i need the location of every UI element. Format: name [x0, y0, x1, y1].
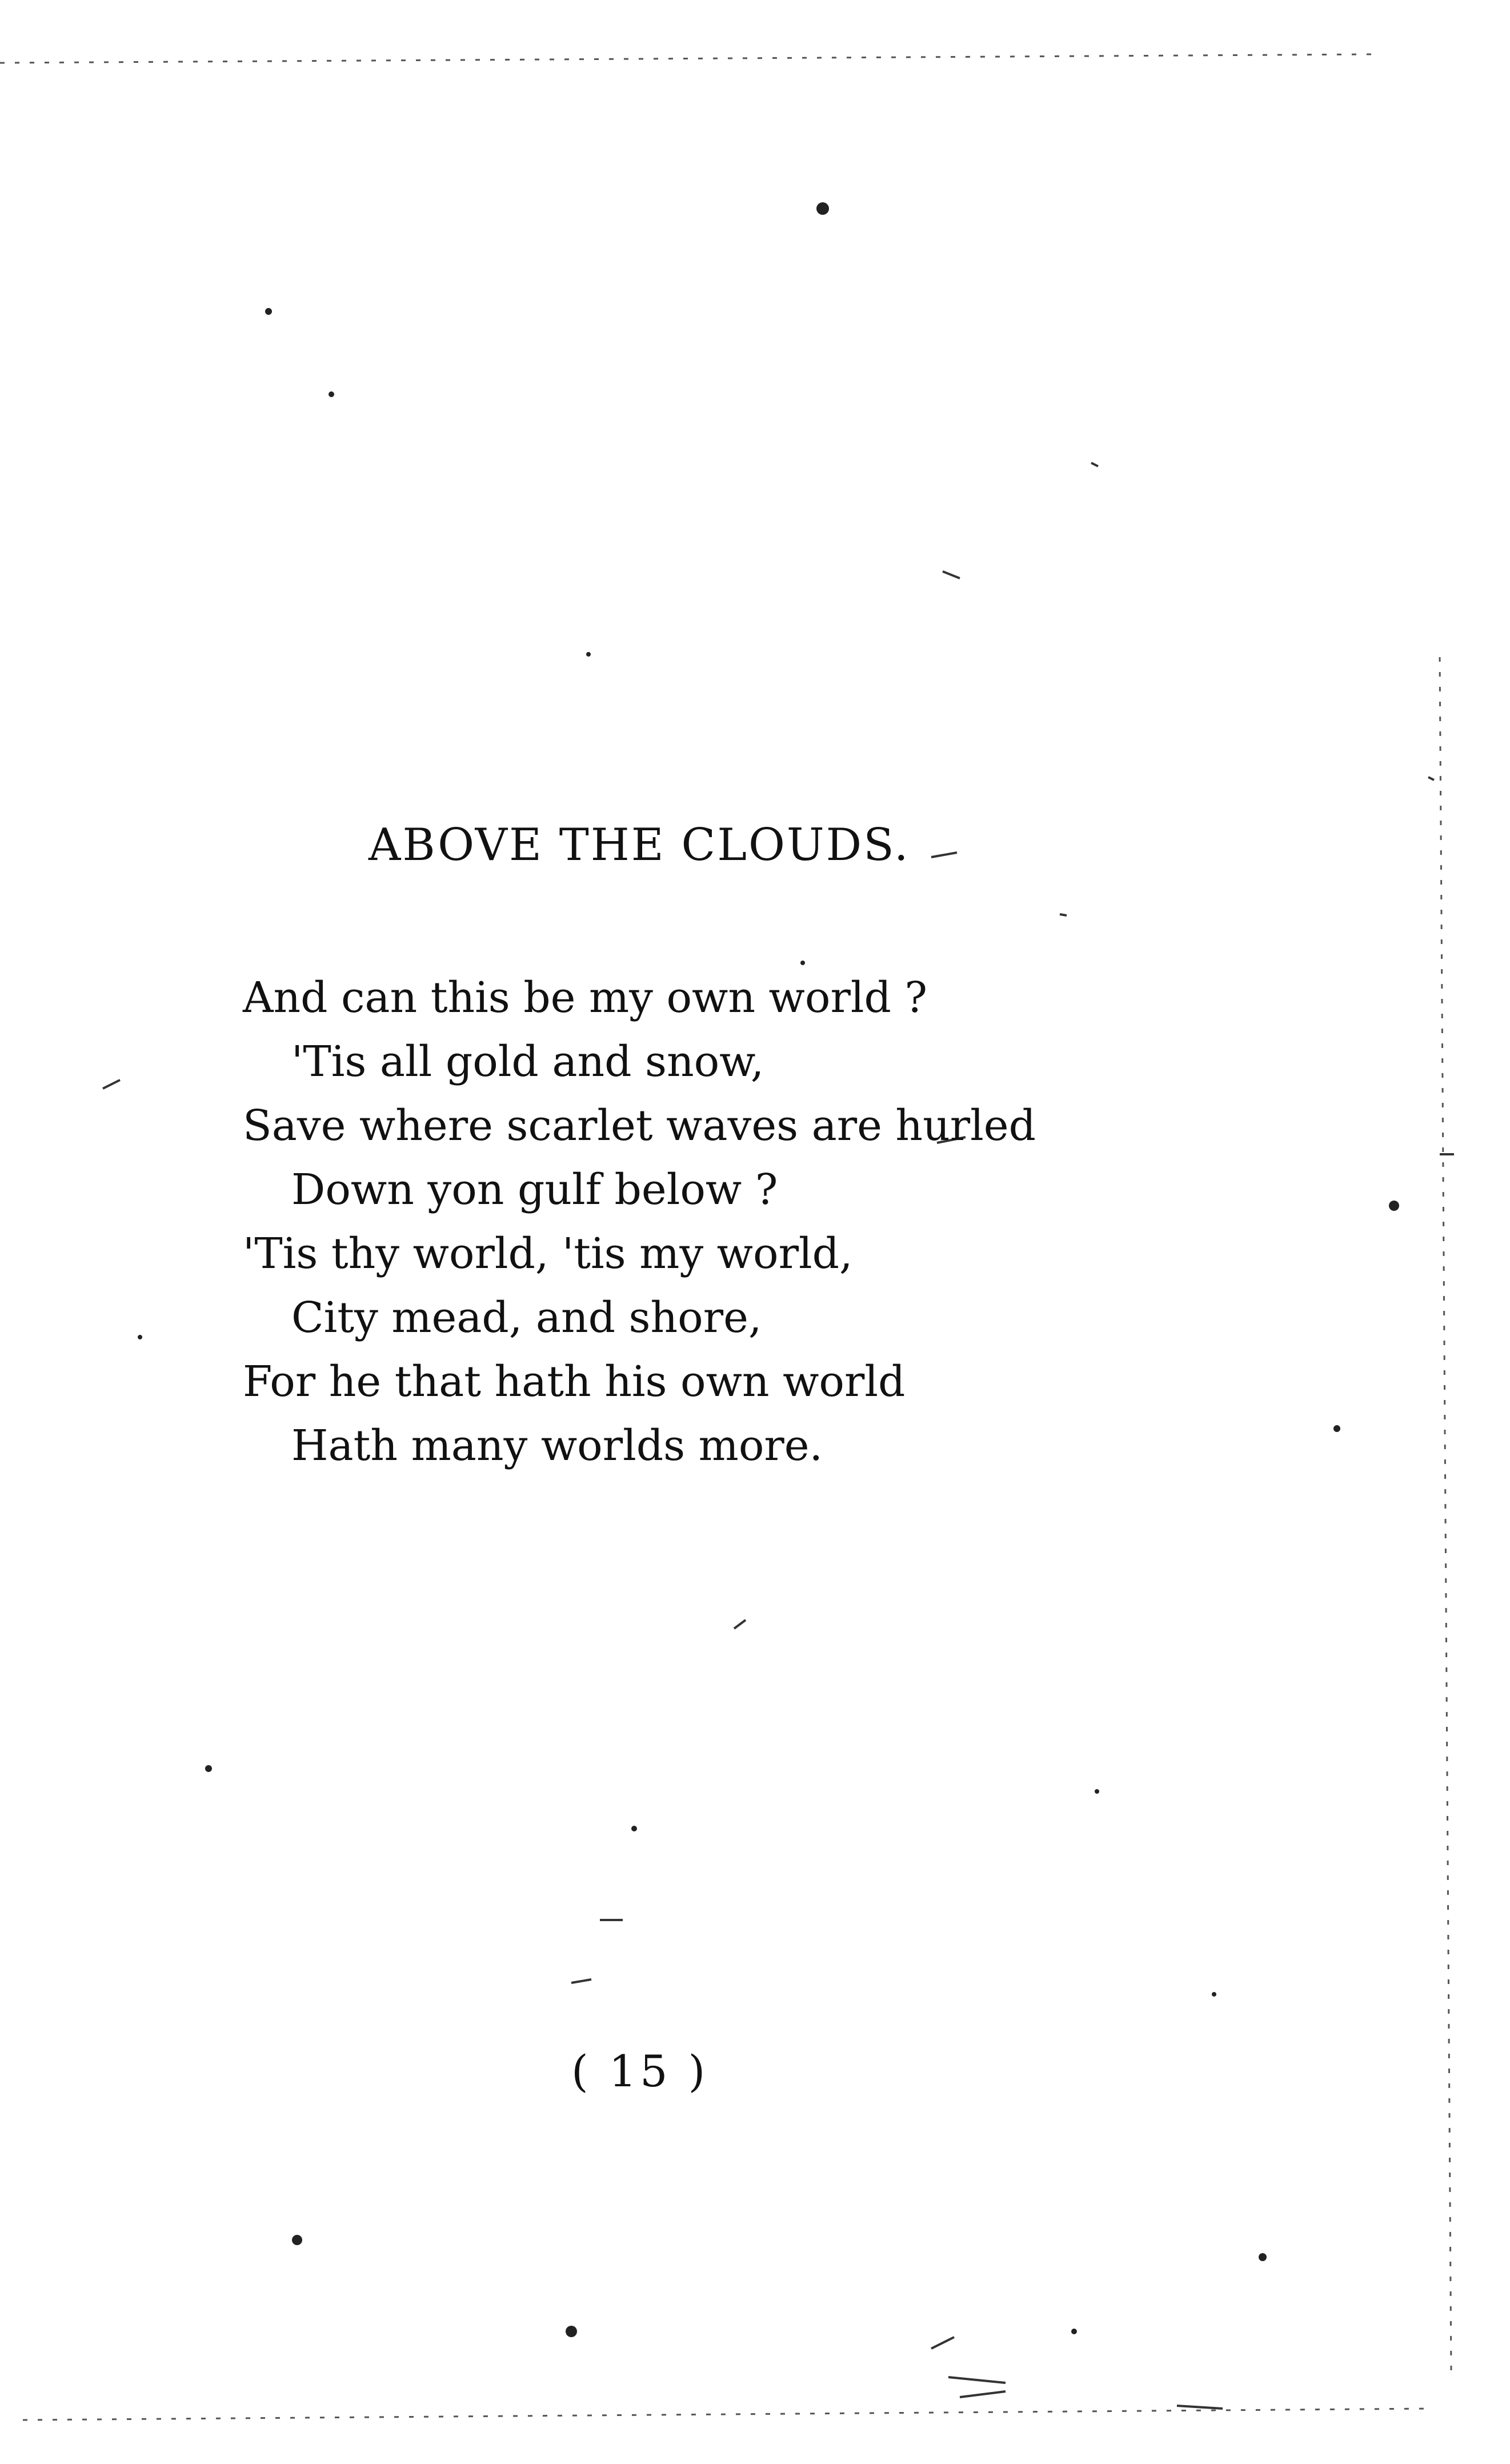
poem-line: Save where scarlet waves are hurled [243, 1101, 1036, 1150]
poem-line: 'Tis all gold and snow, [291, 1037, 764, 1086]
poem-line: Down yon gulf below ? [291, 1165, 778, 1214]
page-number: ( 15 ) [571, 2046, 709, 2097]
poem-title: ABOVE THE CLOUDS. [369, 819, 910, 871]
poem-line: For he that hath his own world [243, 1357, 906, 1406]
poem-line: Hath many worlds more. [291, 1421, 823, 1470]
poem-line: City mead, and shore, [291, 1293, 762, 1342]
poem-body [243, 966, 1271, 1478]
poem-line: 'Tis thy world, 'tis my world, [243, 1229, 853, 1278]
poem-line: And can this be my own world ? [243, 973, 928, 1022]
